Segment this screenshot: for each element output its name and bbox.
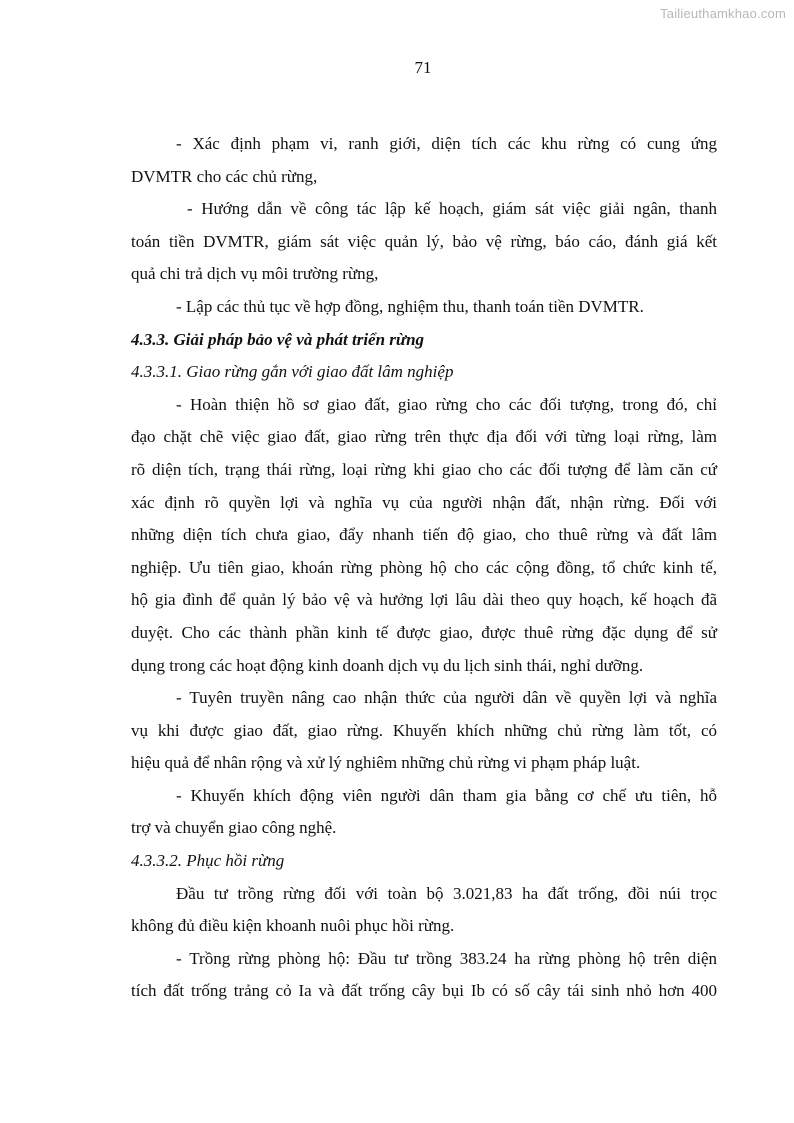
paragraph-line: Đầu tư trồng rừng đối với toàn bộ 3.021,83 ha đất trống, đồi núi trọc [176, 883, 717, 903]
paragraph-line: những diện tích chưa giao, đẩy nhanh tiến độ giao, cho thuê rừng và đất lâm [131, 525, 717, 545]
paragraph-line: đạo chặt chẽ việc giao đất, giao rừng trên thực địa đối với từng loại rừng, làm [131, 427, 717, 447]
page-number: 71 [414, 58, 432, 77]
paragraph-line: - Khuyến khích động viên người dân tham gia bằng cơ chế ưu tiên, hỗ [176, 785, 717, 805]
paragraph-line: vụ khi được giao đất, giao rừng. Khuyến khích những chủ rừng làm tốt, có [131, 720, 717, 740]
paragraph-line: dụng trong các hoạt động kinh doanh dịch vụ du lịch sinh thái, nghỉ dưỡng. [131, 655, 644, 675]
paragraph-line: xác định rõ quyền lợi và nghĩa vụ của người nhận đất, nhận rừng. Đối với [131, 492, 717, 512]
subsection-heading: 4.3.3.2. Phục hồi rừng [131, 851, 285, 871]
paragraph-line: - Xác định phạm vi, ranh giới, diện tích các khu rừng có cung ứng [176, 134, 717, 153]
paragraph-line: không đủ điều kiện khoanh nuôi phục hồi rừng. [131, 916, 455, 936]
paragraph-line: hiệu quả để nhân rộng và xử lý nghiêm những chủ rừng vi phạm pháp luật. [131, 753, 641, 773]
paragraph-line: - Hướng dẫn về công tác lập kế hoạch, giám sát việc giải ngân, thanh [187, 199, 717, 219]
watermark-text: Tailieuthamkhao.com [660, 6, 786, 21]
paragraph-line: - Tuyên truyền nâng cao nhận thức của người dân về quyền lợi và nghĩa [176, 688, 717, 708]
paragraph-line: DVMTR cho các chủ rừng, [131, 166, 318, 186]
paragraph-line: quả chi trả dịch vụ môi trường rừng, [131, 264, 379, 284]
document-body [131, 128, 717, 1008]
section-heading: 4.3.3. Giải pháp bảo vệ và phát triển rừng [131, 329, 425, 349]
paragraph-line: trợ và chuyển giao công nghệ. [131, 818, 337, 838]
paragraph-line: nghiệp. Ưu tiên giao, khoán rừng phòng hộ cho các cộng đồng, tổ chức kinh tế, [131, 557, 717, 577]
subsection-heading: 4.3.3.1. Giao rừng gắn với giao đất lâm nghiệp [131, 362, 454, 382]
paragraph-line: - Hoàn thiện hồ sơ giao đất, giao rừng cho các đối tượng, trong đó, chỉ [176, 394, 717, 414]
paragraph-line: - Trồng rừng phòng hộ: Đầu tư trồng 383.24 ha rừng phòng hộ trên diện [176, 948, 717, 968]
paragraph-line: - Lập các thủ tục về hợp đồng, nghiệm thu, thanh toán tiền DVMTR. [176, 296, 644, 316]
paragraph-line: rõ diện tích, trạng thái rừng, loại rừng khi giao cho các đối tượng để làm căn cứ [131, 459, 717, 479]
paragraph-line: tích đất trống trảng cỏ Ia và đất trống cây bụi Ib có số cây tái sinh nhỏ hơn 400 [131, 981, 717, 1001]
paragraph-line: hộ gia đình để quản lý bảo vệ và hưởng lợi lâu dài theo quy hoạch, kế hoạch đã [131, 590, 717, 610]
paragraph-line: toán tiền DVMTR, giám sát việc quản lý, bảo vệ rừng, báo cáo, đánh giá kết [131, 231, 717, 251]
paragraph-line: duyệt. Cho các thành phần kinh tế được giao, được thuê rừng đặc dụng để sử [131, 622, 717, 642]
